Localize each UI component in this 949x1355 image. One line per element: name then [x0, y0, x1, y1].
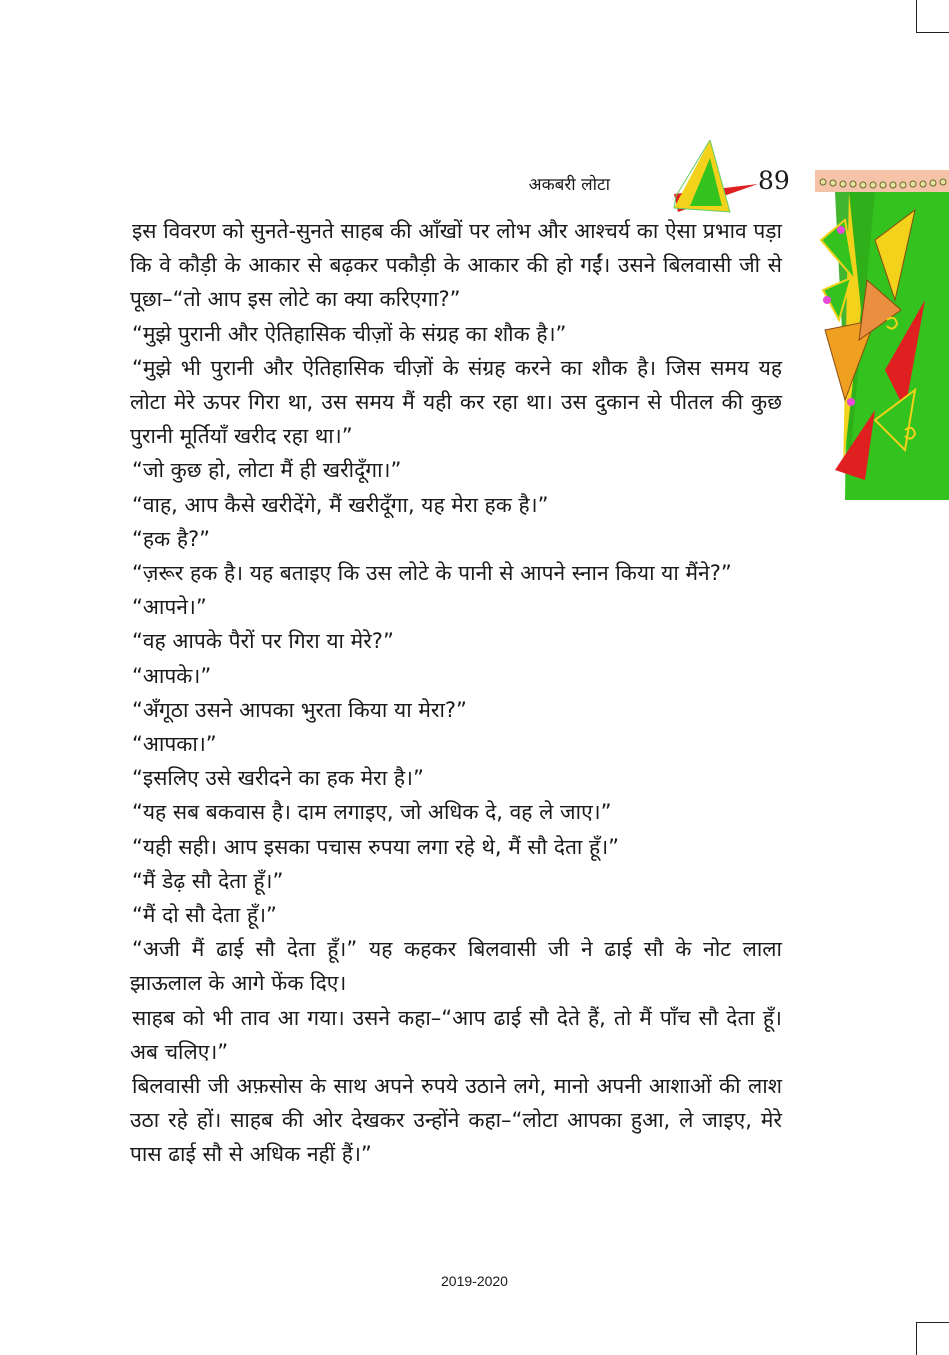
chapter-title: अकबरी लोटा	[528, 175, 610, 195]
paragraph: “जो कुछ हो, लोटा मैं ही खरीदूँगा।”	[132, 458, 402, 483]
paragraph: “हक है?”	[132, 526, 211, 551]
paragraph: बिलवासी जी अफ़सोस के साथ अपने रुपये उठाने लगे, मानो अपनी आशाओं की लाश उठा रहे हों। साहब की ओर देखकर उन्होंने कहा–“लोटा आपका हुआ, ले जाइए, मेरे पास ढाई सौ से अधिक नहीं हैं।”	[130, 1074, 782, 1167]
running-header	[530, 168, 790, 198]
crop-mark-bottom-h	[916, 1322, 949, 1323]
paragraph: “वह आपके पैरों पर गिरा या मेरे?”	[132, 629, 394, 654]
paragraph: “इसलिए उसे खरीदने का हक मेरा है।”	[132, 766, 424, 791]
footer-year: 2019-2020	[441, 1273, 508, 1289]
paragraph: “ज़रूर हक है। यह बताइए कि उस लोटे के पानी से आपने स्नान किया या मैंने?”	[132, 561, 732, 586]
paragraph: “आपने।”	[132, 595, 207, 620]
page-number: 89	[758, 166, 790, 195]
paragraph: “मैं दो सौ देता हूँ।”	[132, 903, 277, 928]
crop-mark-top	[916, 0, 917, 32]
header-triangle-ornament	[670, 140, 760, 220]
paragraph: साहब को भी ताव आ गया। उसने कहा–“आप ढाई सौ देते हैं, तो मैं पाँच सौ देता हूँ। अब चलिए।”	[130, 1005, 782, 1064]
body-text	[130, 214, 782, 1172]
side-decoration	[815, 170, 949, 500]
crop-mark-bottom	[916, 1322, 917, 1355]
paragraph: “आपका।”	[132, 732, 217, 757]
paragraph: “वाह, आप कैसे खरीदेंगे, मैं खरीदूँगा, यह मेरा हक है।”	[132, 492, 549, 517]
paragraph: इस विवरण को सुनते-सुनते साहब की आँखों पर लोभ और आश्चर्य का ऐसा प्रभाव पड़ा कि वे कौड़ी के आकार से बढ़कर पकौड़ी के आकार की हो गईं। उसने बिलवासी जी से पूछा–“तो आप इस लोटे का क्या करिएगा?”	[130, 219, 782, 312]
paragraph: “यह सब बकवास है। दाम लगाइए, जो अधिक दे, वह ले जाए।”	[132, 800, 612, 825]
paragraph: “यही सही। आप इसका पचास रुपया लगा रहे थे, मैं सौ देता हूँ।”	[132, 834, 620, 859]
crop-mark-top-h	[916, 32, 949, 33]
paragraph: “मुझे भी पुरानी और ऐतिहासिक चीज़ों के संग्रह करने का शौक है। जिस समय यह लोटा मेरे ऊपर गिरा था, उस समय मैं यही कर रहा था। उस दुकान से पीतल की कुछ पुरानी मूर्तियाँ खरीद रहा था।”	[130, 355, 782, 449]
paragraph: “मुझे पुरानी और ऐतिहासिक चीज़ों के संग्रह का शौक है।”	[132, 321, 567, 346]
paragraph: “मैं डेढ़ सौ देता हूँ।”	[132, 868, 284, 893]
paragraph: “आपके।”	[132, 663, 212, 688]
paragraph: “अजी मैं ढाई सौ देता हूँ।” यह कहकर बिलवासी जी ने ढाई सौ के नोट लाला झाऊलाल के आगे फेंक दिए।	[130, 937, 782, 996]
paragraph: “अँगूठा उसने आपका भुरता किया या मेरा?”	[132, 697, 467, 722]
